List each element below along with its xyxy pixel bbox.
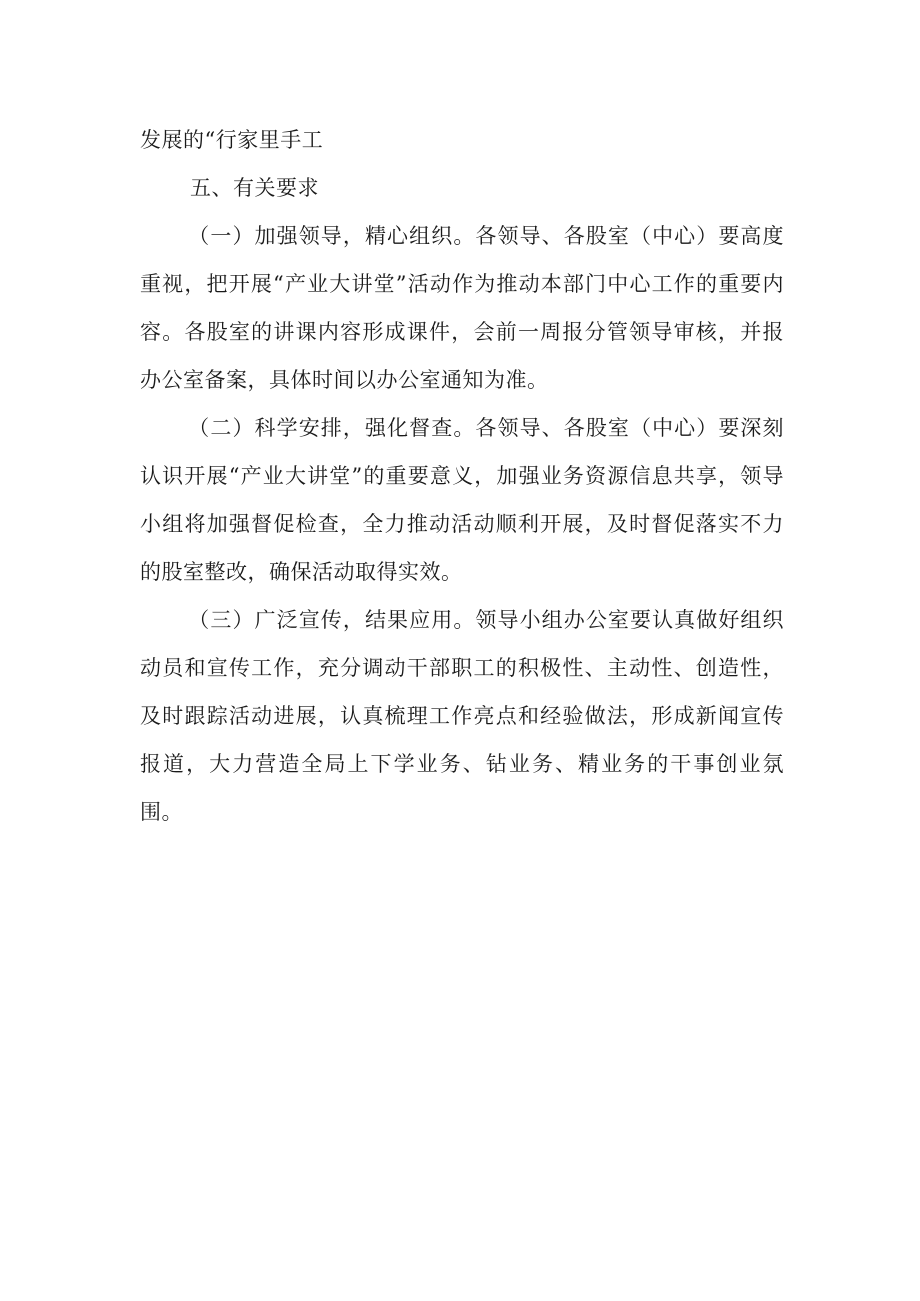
requirement-paragraph-1: （一）加强领导，精心组织。各领导、各股室（中心）要高度重视，把开展“产业大讲堂”活动作为推动本部门中心工作的重要内容。各股室的讲课内容形成课件，会前一周报分管领导审核，并报办公室备案，具体时间以办公室通知为准。 — [140, 224, 784, 392]
requirement-paragraph-2: （二）科学安排，强化督查。各领导、各股室（中心）要深刻认识开展“产业大讲堂”的重要意义，加强业务资源信息共享，领导小组将加强督促检查，全力推动活动顺利开展，及时督促落实不力的股室整改，确保活动取得实效。 — [140, 416, 784, 584]
continuation-line: 发展的“行家里手工 — [140, 128, 324, 152]
document-body — [140, 116, 784, 836]
requirement-paragraph-3: （三）广泛宣传，结果应用。领导小组办公室要认真做好组织动员和宣传工作，充分调动干部职工的积极性、主动性、创造性，及时跟踪活动进展，认真梳理工作亮点和经验做法，形成新闻宣传报道，大力营造全局上下学业务、钻业务、精业务的干事创业氛围。 — [140, 608, 784, 824]
section-heading: 五、有关要求 — [190, 176, 319, 200]
